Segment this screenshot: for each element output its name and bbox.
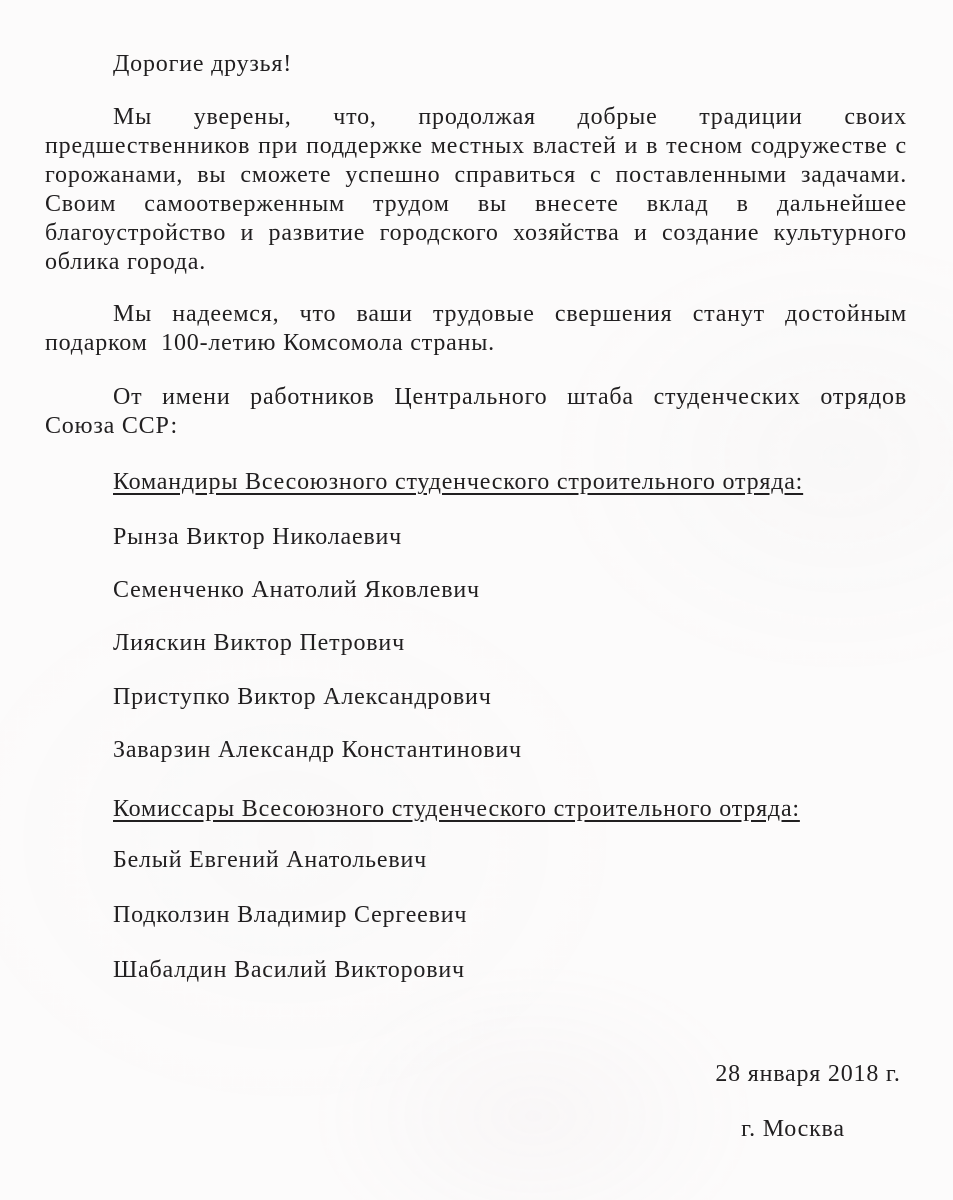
commissar-name-3: Шабалдин Василий Викторович (113, 957, 465, 983)
commissars-heading: Комиссары Всесоюзного студенческого строительного отряда: (113, 796, 800, 822)
paragraph-1-line-1: Мы уверены, что, продолжая добрые традиции своих (113, 104, 907, 130)
paragraph-2-line-2: подарком 100-летию Комсомола страны. (45, 330, 495, 356)
commander-name-3: Лияскин Виктор Петрович (113, 630, 405, 656)
paragraph-1-line-6: облика города. (45, 249, 207, 275)
commander-name-5: Заварзин Александр Константинович (113, 737, 522, 763)
letter-place: г. Москва (741, 1116, 845, 1142)
greeting-line: Дорогие друзья! (113, 51, 293, 77)
paragraph-1-line-5: благоустройство и развитие городского хозяйства и создание культурного (45, 220, 907, 246)
paragraph-3 (45, 383, 907, 441)
commander-name-1: Рынза Виктор Николаевич (113, 524, 403, 550)
commander-name-2: Семенченко Анатолий Яковлевич (113, 577, 480, 603)
paragraph-1 (45, 103, 907, 277)
paragraph-1-line-3: горожанами, вы сможете успешно справиться с поставленными задачами. (45, 162, 907, 188)
commissar-name-2: Подколзин Владимир Сергеевич (113, 902, 468, 928)
paragraph-2-line-1: Мы надеемся, что ваши трудовые свершения станут достойным (113, 301, 907, 327)
paragraph-3-line-2: Союза ССР: (45, 413, 178, 439)
paragraph-2 (45, 300, 907, 358)
paragraph-3-line-1: От имени работников Центрального штаба студенческих отрядов (113, 384, 907, 410)
paragraph-1-line-4: Своим самоотверженным трудом вы внесете вклад в дальнейшее (45, 191, 907, 217)
paragraph-1-line-2: предшественников при поддержке местных властей и в тесном содружестве с (45, 133, 907, 159)
commanders-heading: Командиры Всесоюзного студенческого строительного отряда: (113, 469, 804, 495)
commander-name-4: Приступко Виктор Александрович (113, 684, 492, 710)
letter-date: 28 января 2018 г. (715, 1061, 901, 1087)
commissar-name-1: Белый Евгений Анатольевич (113, 847, 427, 873)
